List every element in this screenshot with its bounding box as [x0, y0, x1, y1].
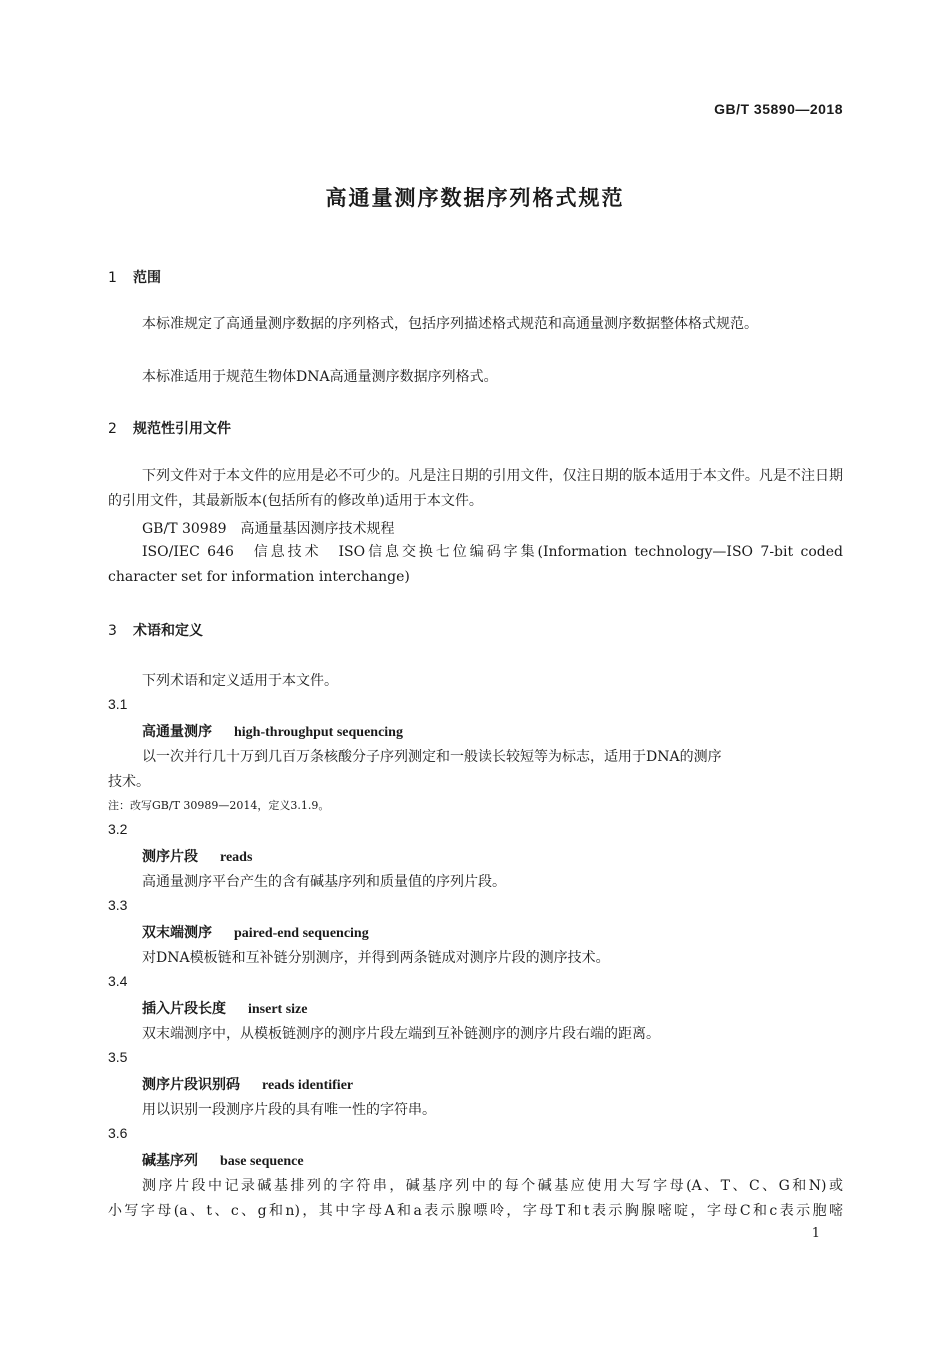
reference-gbt-30989: GB/T 30989 高通量基因测序技术规程 — [142, 521, 395, 537]
section-heading-1 — [108, 267, 161, 287]
term-chinese: 双末端测序 — [142, 925, 212, 941]
page-number: 1 — [811, 1226, 820, 1241]
terms-intro: 下列术语和定义适用于本文件。 — [142, 673, 338, 689]
section-title: 范围 — [133, 270, 161, 286]
term-note: 注：改写GB/T 30989—2014，定义3.1.9。 — [108, 799, 330, 812]
term-definition: 测序片段中记录碱基排列的字符串，碱基序列中的每个碱基应使用大写字母(A、T、C、G和N)或 — [142, 1178, 843, 1194]
term-english: paired-end sequencing — [234, 926, 369, 941]
term-definition-continued: 小写字母(a、t、c、g和n)，其中字母A和a表示腺嘌呤，字母T和t表示胸腺嘧啶，字母C和c表示胞嘧 — [108, 1203, 843, 1219]
term-heading — [142, 1150, 304, 1170]
term-definition-continued: 技术。 — [108, 774, 150, 790]
term-english: reads identifier — [262, 1078, 354, 1093]
section-number: 3 — [108, 623, 117, 639]
term-number: 3.2 — [108, 821, 128, 837]
term-definition: 以一次并行几十万到几百万条核酸分子序列测定和一般读长较短等为标志，适用于DNA的测序 — [142, 749, 722, 765]
section-number: 1 — [108, 270, 117, 286]
term-chinese: 碱基序列 — [142, 1153, 198, 1169]
term-chinese: 插入片段长度 — [142, 1001, 226, 1017]
term-definition: 双末端测序中，从模板链测序的测序片段左端到互补链测序的测序片段右端的距离。 — [142, 1026, 660, 1042]
term-chinese: 高通量测序 — [142, 724, 212, 740]
scope-paragraph-2: 本标准适用于规范生物体DNA高通量测序数据序列格式。 — [142, 369, 498, 385]
term-number: 3.5 — [108, 1049, 128, 1065]
term-number: 3.3 — [108, 897, 128, 913]
refs-intro-paragraph: 下列文件对于本文件的应用是必不可少的。凡是注日期的引用文件，仅注日期的版本适用于本文件。凡是不注日期的引用文件，其最新版本(包括所有的修改单)适用于本文件。 — [108, 468, 843, 509]
term-definition: 用以识别一段测序片段的具有唯一性的字符串。 — [142, 1102, 436, 1118]
term-heading — [142, 721, 403, 741]
section-title: 规范性引用文件 — [133, 421, 231, 437]
section-heading-2 — [108, 418, 231, 438]
document-title: 高通量测序数据序列格式规范 — [325, 186, 625, 210]
term-heading — [142, 998, 307, 1018]
term-english: reads — [220, 850, 253, 865]
term-number: 3.6 — [108, 1125, 128, 1141]
term-chinese: 测序片段识别码 — [142, 1077, 240, 1093]
section-title: 术语和定义 — [133, 623, 203, 639]
term-english: insert size — [248, 1002, 308, 1017]
section-heading-3 — [108, 620, 203, 640]
term-definition: 对DNA模板链和互补链分别测序，并得到两条链成对测序片段的测序技术。 — [142, 950, 610, 966]
reference-iso-iec-646: ISO/IEC 646 信息技术 ISO信息交换七位编码字集(Information technology—ISO 7-bit coded character set for information interchange) — [108, 544, 843, 585]
term-definition: 高通量测序平台产生的含有碱基序列和质量值的序列片段。 — [142, 874, 506, 890]
term-number: 3.4 — [108, 973, 128, 989]
term-heading — [142, 1074, 353, 1094]
standard-number: GB/T 35890—2018 — [714, 101, 843, 117]
term-number: 3.1 — [108, 696, 128, 712]
section-number: 2 — [108, 421, 117, 437]
scope-paragraph-1: 本标准规定了高通量测序数据的序列格式，包括序列描述格式规范和高通量测序数据整体格式规范。 — [142, 316, 758, 332]
term-heading — [142, 846, 252, 866]
term-english: high-throughput sequencing — [234, 725, 403, 740]
term-english: base sequence — [220, 1154, 304, 1169]
term-chinese: 测序片段 — [142, 849, 198, 865]
term-heading — [142, 922, 369, 942]
